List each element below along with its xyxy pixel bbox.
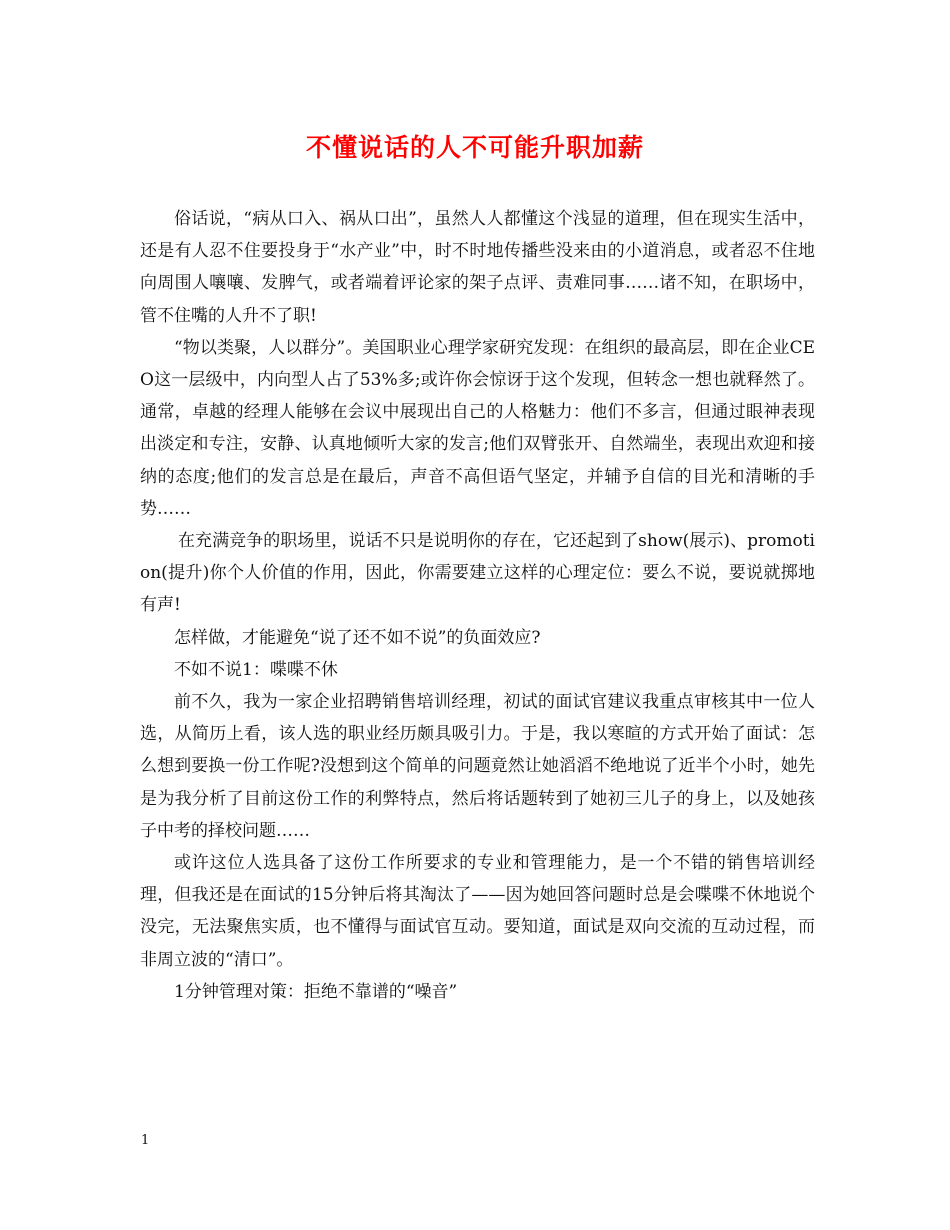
page-number: 1 bbox=[141, 1133, 150, 1148]
document-title: 不懂说话的人不可能升职加薪 bbox=[305, 133, 644, 162]
section-heading-management-tip: 1分钟管理对策：拒绝不靠谱的“噪音” bbox=[174, 981, 458, 1002]
document-body bbox=[140, 203, 815, 1008]
paragraph-question: 怎样做，才能避免“说了还不如不说”的负面效应? bbox=[174, 627, 541, 648]
paragraph-proverb: 俗话说，“病从口入、祸从口出”，虽然人人都懂这个浅显的道理，但在现实生活中，还是有人忍不住要投身于“水产业”中，时不时地传播些没来由的小道消息，或者忍不住地向周围人嚷嚷、发脾气，或者端着评论家的架子点评、责难同事……诸不知，在职场中，管不住嘴的人升不了职! bbox=[140, 209, 815, 326]
paragraph-interview-result: 或许这位人选具备了这份工作所要求的专业和管理能力，是一个不错的销售培训经理，但我还是在面试的15分钟后将其淘汰了——因为她回答问题时总是会喋喋不休地说个没完，无法聚焦实质，也不懂得与面试官互动。要知道，面试是双向交流的互动过程，而非周立波的“清口”。 bbox=[140, 853, 815, 970]
paragraph-interview-story: 前不久，我为一家企业招聘销售培训经理，初试的面试官建议我重点审核其中一位人选，从简历上看，该人选的职业经历颇具吸引力。于是，我以寒暄的方式开始了面试：怎么想到要换一份工作呢?没想到这个简单的问题竟然让她滔滔不绝地说了近半个小时，她先是为我分析了目前这份工作的利弊特点，然后将话题转到了她初三儿子的身上，以及她孩子中考的择校问题…… bbox=[140, 692, 815, 841]
paragraph-competition: 在充满竞争的职场里，说话不只是说明你的存在，它还起到了show(展示)、promotion(提升)你个人价值的作用，因此，你需要建立这样的心理定位：要么不说，要说就掷地有声! bbox=[140, 531, 815, 616]
section-heading-nonstop-talking: 不如不说1：喋喋不休 bbox=[174, 659, 338, 680]
paragraph-introvert-research: “物以类聚，人以群分”。美国职业心理学家研究发现：在组织的最高层，即在企业CEO这一层级中，内向型人占了53%多;或许你会惊讶于这个发现，但转念一想也就释然了。通常，卓越的经理人能够在会议中展现出自己的人格魅力：他们不多言，但通过眼神表现出淡定和专注，安静、认真地倾听大家的发言;他们双臂张开、自然端坐，表现出欢迎和接纳的态度;他们的发言总是在最后，声音不高但语气坚定，并辅予自信的目光和清晰的手势…… bbox=[140, 337, 815, 519]
